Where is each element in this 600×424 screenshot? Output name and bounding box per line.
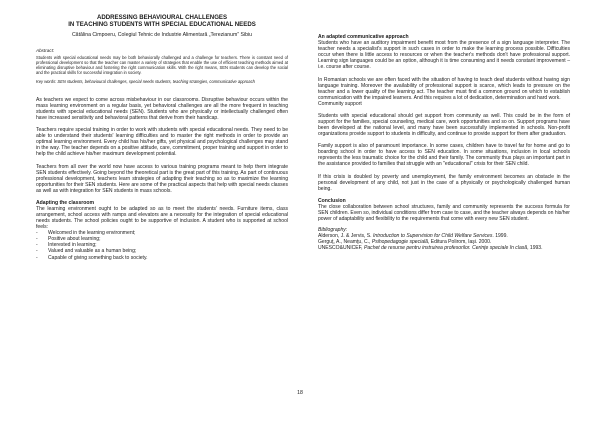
paragraph-3: Teachers from all over the world now have access to various training programs meant to help them integrate SEN students effectively. Going beyond the theoretical part is the great part of this training. As part of continuous professional development, teachers learn strategies of adapting their teaching so as to maximize the learning opportunities for their SEN students. Here are some of the practical aspects that help with special needs classes as well as with integration for SEN students in mass schools. (36, 163, 288, 194)
paragraph-9: If this crisis is doubled by poverty and unemployment, the family environment becomes an obstacle in the personal development of any child, not just in the case of a physically or psychologically challenged human being. (318, 173, 570, 192)
bibliography-heading: Bibliography: (318, 227, 348, 234)
bibliography-entry-3 (318, 245, 570, 251)
bib-authors: Alderson, J. & Jervis, S. (318, 233, 372, 240)
article-title-line-1: ADDRESSING BEHAVIOURAL CHALLENGES (96, 14, 228, 21)
paragraph-10: The close collaboration between school structures, family and community represents the success formula for SEN children. Even so, individual conditions differ from case to case, and the teacher always depends on his/her power of adaptability and flexibility to the requirements that come with every new SEN student. (318, 204, 570, 223)
list-item: - Capable of giving something back to society. (36, 255, 288, 261)
paragraph-1: As teachers we expect to come across misbehaviour in our classrooms. Disruptive behaviour occurs within the mass learning environment on a regular basis, yet behavioral challenges are all the more frequent in teaching students with special educational needs (SEN). Students who are physically or intellectually challenged often have increased sensitivity and behavioral patterns that derive from their handicap. (36, 96, 288, 121)
right-column (318, 34, 570, 251)
paragraph-8: Family support is also of paramount importance. In some cases, children have to travel far for home and go to boarding school in order to have access to SEN education. In some situations, inclusion in local schools represents the less traumatic choice for the child and their family. The community thus plays an important part in the assistance provided to families that struggle with an "educational" crisis for their SEN child. (318, 143, 570, 168)
list-item: - Positive about learning; (36, 236, 288, 242)
bib-title: Pachet de resurse pentru instruirea profesorilor. Cerinţe speciale în clasă (364, 245, 528, 252)
author-affiliation: Cătălina Cimpoeru, Colegiul Tehnic de Industrie Alimentară „Terezianum” Sibiu (71, 32, 253, 38)
bib-title: Introduction to Supervision for Child Welfare Services (372, 233, 493, 240)
article-title-line-2: IN TEACHING STUDENTS WITH SPECIAL EDUCATIONAL NEEDS (68, 21, 256, 28)
support-list (36, 230, 288, 260)
paragraph-4: The learning environment ought to be adapted so as to meet the students' needs. Furniture items, class arrangement, school access with ramps and elevators are a necessity for the integration of special educational needs students. The school policies ought to be supportive of inclusion. A student who is supported at school feels: (36, 206, 288, 231)
left-column (36, 14, 288, 261)
paragraph-7: Students with special educational should get support from community as well. This could be in the form of support for the families, special counseling, medical care, work opportunities and so on. Support programs have been developed at the national level, and many have been successfully implemented in schools. Non-profit organizations provide support to students in difficulty, and continue to provide support for them after graduation. (318, 112, 570, 138)
keywords: Key words: SEN students, behavioural challenges, special needs students, teaching strategies, communicative approach (36, 78, 255, 84)
page-number: 18 (297, 390, 303, 396)
bib-authors: UNESCO&UNICEF, (318, 245, 363, 252)
abstract-text: Students with special educational needs may be both behaviorally challenged and a challenge for teachers. There is constant need of professional development so that the teacher can master a variety of strategies that enable the use of efficient teaching methods aimed at eliminating disruptive behaviour and fostering the right communication skills. With the right means, SEN students can develop the social and the practical skills for successful integration in society. (36, 54, 288, 75)
abstract-heading: Abstract: (36, 48, 55, 54)
bib-year: . 1999. (492, 233, 508, 240)
list-item: - Valued and valuable as a human being; (36, 248, 288, 254)
heading-community-support: Community support (318, 100, 362, 107)
list-item: - Interested in learning; (36, 242, 288, 248)
bib-authors: Gerguţ, A., Neamţu, C., (318, 239, 371, 246)
list-item: - Welcomed in the learning environment; (36, 230, 288, 236)
heading-conclusion: Conclusion (318, 198, 346, 205)
bib-publisher: , Editura Polirom, Iaşi. 2000. (427, 239, 492, 246)
heading-adapting-classroom: Adapting the classroom (36, 200, 95, 207)
paragraph-5: Students who have an auditory impairment benefit most from the presence of a sign language interpreter. The teacher needs a specialist's support in such cases in order to make the learning process possible. Difficulties occur when there is little access to resources or when the teacher's methods don't have professional support. Learning sign languages could be an option, although it is time consuming and it needs constant improvement – i.e. course after course. (318, 40, 570, 71)
paragraph-2: Teachers require special training in order to work with students with special educational needs. They need to be able to understand their students' learning difficulties and to master the right methods in order to provide an optimal learning environment. Every child has his/her gifts, yet physical and psychological challenges may stand in the way. The teacher depends on a positive attitude, care, commitment, proper training and support in order to help the child achieve his/her maximum development potential. (36, 127, 288, 158)
paragraph-6: In Romanian schools we are often faced with the situation of having to teach deaf students without having sign language training. Moreover the availability of professional support is scarce, which leads to pressure on the teacher and a lower quality of the learning act. The teacher must find a common ground on which to establish communication with the impaired learners. And this requires a lot of dedication, determination and hard work. (318, 76, 570, 101)
bib-title: Psihopedagogie specială (371, 239, 428, 246)
heading-communicative-approach: An adapted communicative approach (318, 34, 409, 40)
bib-year: , 1993. (527, 245, 543, 252)
